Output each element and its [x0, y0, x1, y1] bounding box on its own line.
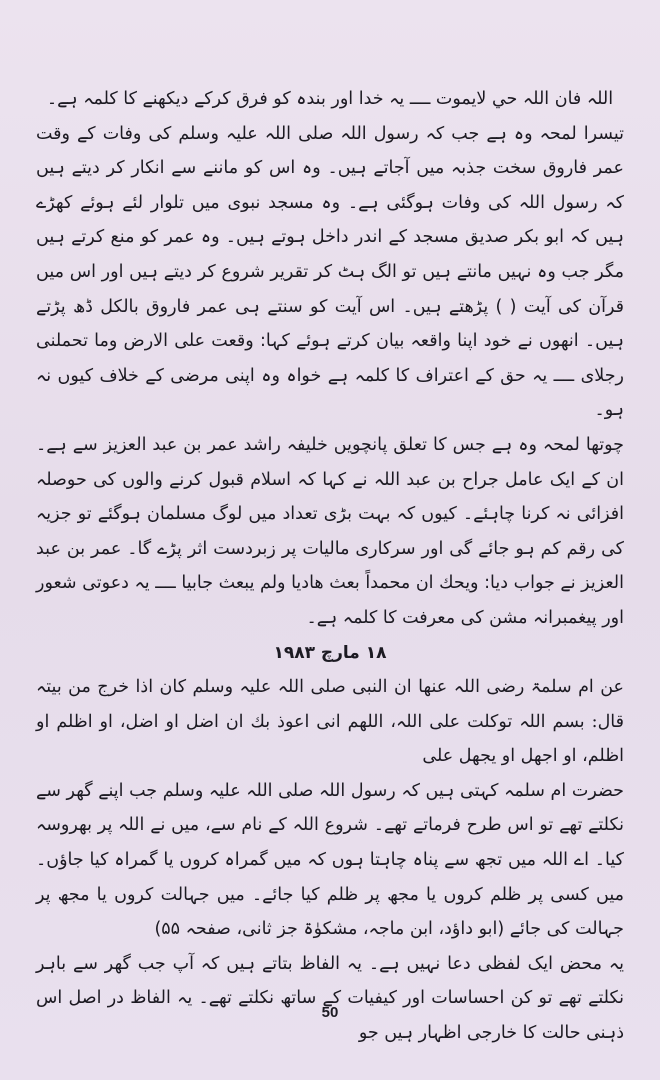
paragraph-1: اللہ فان اللہ حي لایموت ــــ یہ خدا اور بندہ کو فرق کرکے دیکھنے کا کلمہ ہے۔ — [46, 89, 614, 109]
page-number: 50 — [321, 1004, 339, 1021]
paragraph-5: یہ محض ایک لفظی دعا نہیں ہے۔ یہ الفاظ بتاتے ہیں کہ آپ جب گھر سے باہر نکلتے تھے تو کن احساسات اور کیفیات کے ساتھ نکلتے تھے۔ یہ الفاظ در اصل اس ذہنی حالت کا خارجی اظہار ہیں جو — [36, 953, 624, 1044]
hadith-text: عن ام سلمۃ رضی اللہ عنھا ان النبی صلی اللہ علیہ وسلم کان اذا خرج من بیتہ قال: بسم اللہ توکلت علی اللہ، اللھم انی اعوذ بك ان اضل او اضل، او اظلم او اظلم، او اجھل او یجھل علی — [36, 677, 624, 767]
date-heading: ۱۸ مارچ ۱۹۸۳ — [273, 642, 387, 663]
paragraph-3: چوتھا لمحہ وہ ہے جس کا تعلق پانچویں خلیفہ راشد عمر بن عبد العزیز سے ہے۔ ان کے ایک عامل جراح بن عبد اللہ نے کہا کہ اسلام قبول کرنے والوں کی حوصلہ افزائی نہ کرنا چاہئے۔ کیوں کہ بہت بڑی تعداد میں لوگ مسلمان ہوگئے تو جزیہ کی رقم کم ہو جائے گی اور سرکاری مالیات پر زبردست اثر پڑے گا۔ عمر بن عبد العزیز نے جواب دیا: ویحك ان محمداً بعث هادیا ولم یبعث جابیا ــــ یہ دعوتی شعور اور پیغمبرانہ مشن کی معرفت کا کلمہ ہے۔ — [36, 434, 624, 628]
paragraph-4: حضرت ام سلمہ کہتی ہیں کہ رسول اللہ صلی اللہ علیہ وسلم جب اپنے گھر سے نکلتے تھے تو اس طرح فرماتے تھے۔ شروع اللہ کے نام سے، میں نے اللہ پر بھروسہ کیا۔ اے اللہ میں تجھ سے پناہ چاہتا ہوں کہ میں گمراہ کروں یا گمراہ کیا جاؤں۔ میں کسی پر ظلم کروں یا مجھ پر ظلم کیا جائے۔ میں جہالت کروں یا مجھ پر جہالت کی جائے (ابو داؤد، ابن ماجہ، مشکوٰۃ جز ثانی، صفحہ ۵۵) — [36, 780, 624, 940]
page-body — [36, 82, 624, 1051]
paragraph-2: تیسرا لمحہ وہ ہے جب کہ رسول اللہ صلی اللہ علیہ وسلم کی وفات کے وقت عمر فاروق سخت جذبہ میں آجاتے ہیں۔ وہ اس کو ماننے سے انکار کر دیتے ہیں کہ رسول اللہ کی وفات ہوگئی ہے۔ وہ مسجد نبوی میں تلوار لئے ہوئے کھڑے ہیں کہ ابو بکر صدیق مسجد کے اندر داخل ہوتے ہیں۔ وہ عمر کو منع کرتے ہیں مگر جب وہ نہیں مانتے ہیں تو الگ ہٹ کر تقریر شروع کر دیتے ہیں اور اس میں قرآن کی آیت ( ) پڑھتے ہیں۔ اس آیت کو سنتے ہی عمر فاروق بالکل ڈھ پڑتے ہیں۔ انھوں نے خود اپنا واقعہ بیان کرتے ہوئے کہا: وقعت علی الارض وما تحملنی رجلای ــــ یہ حق کے اعتراف کا کلمہ ہے خواہ وہ اپنی مرضی کے خلاف کیوں نہ ہو۔ — [36, 123, 624, 421]
